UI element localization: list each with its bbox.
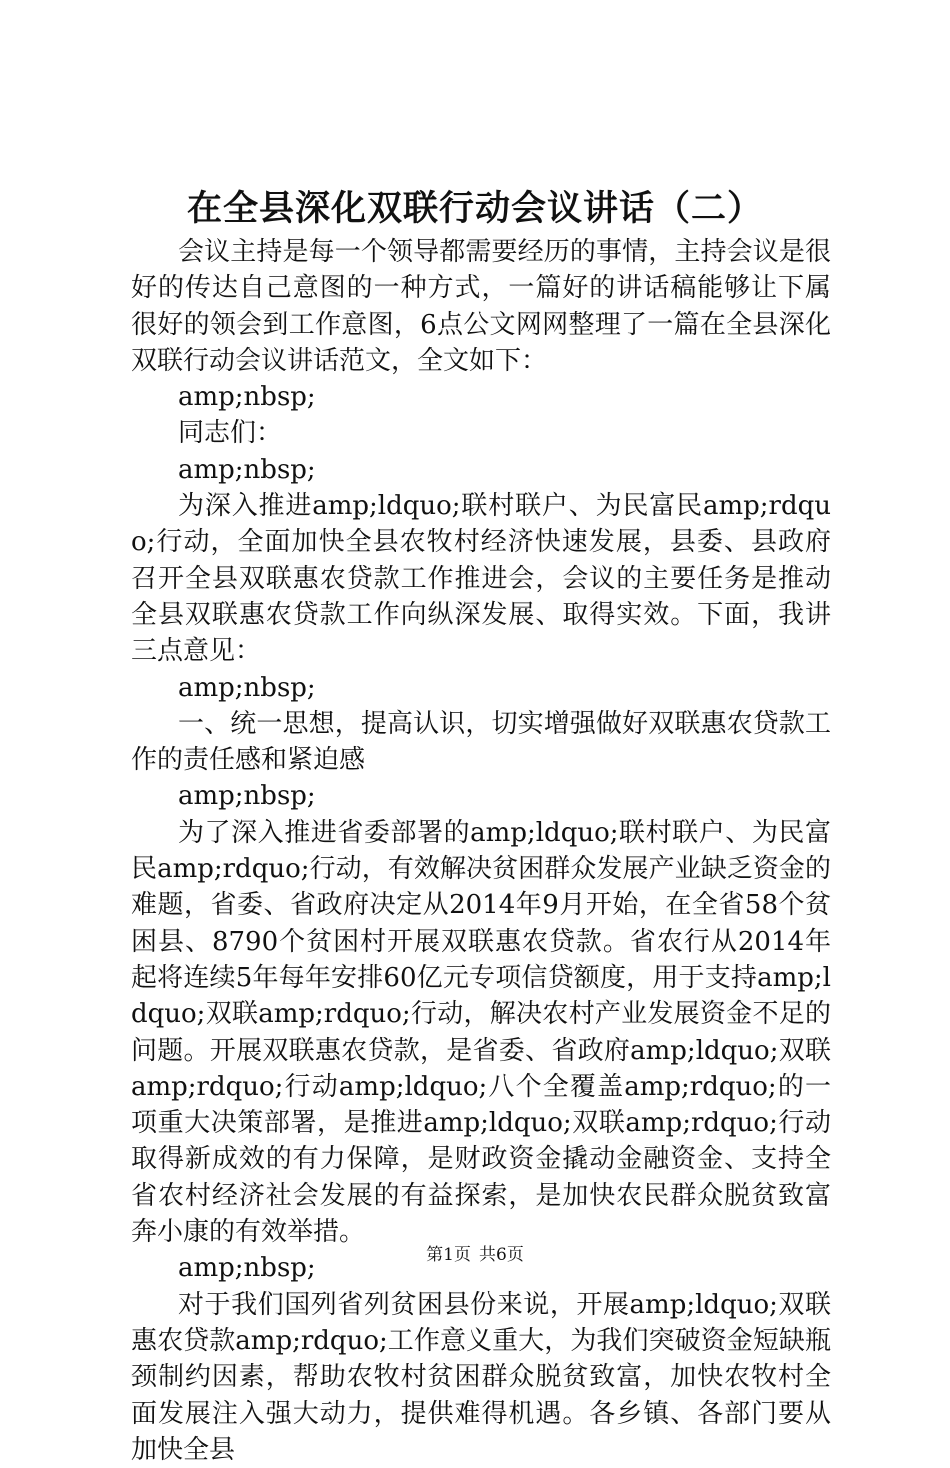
paragraph: amp;nbsp; bbox=[178, 1253, 316, 1284]
paragraph: amp;nbsp; bbox=[178, 781, 316, 812]
page-footer bbox=[0, 1243, 950, 1267]
paragraph: 对于我们国列省列贫困县份来说，开展amp;ldquo;双联惠农贷款amp;rdquo;工作意义重大，为我们突破资金短缺瓶颈制约因素，帮助农牧村贫困群众脱贫致富，加快农牧村全面发展注入强大动力，提供难得机遇。各乡镇、各部门要从加快全县 bbox=[131, 1289, 831, 1465]
paragraph: amp;nbsp; bbox=[178, 382, 316, 413]
paragraph: amp;nbsp; bbox=[178, 672, 316, 703]
document-title: 在全县深化双联行动会议讲话（二） bbox=[186, 188, 763, 229]
page-number: 第1页 bbox=[426, 1245, 471, 1265]
section-heading: 一、统一思想，提高认识，切实增强做好双联惠农贷款工作的责任感和紧迫感 bbox=[131, 708, 831, 776]
paragraph: 会议主持是每一个领导都需要经历的事情，主持会议是很好的传达自己意图的一种方式，一篇好的讲话稿能够让下属很好的领会到工作意图，6点公文网网整理了一篇在全县深化双联行动会议讲话范文，全文如下： bbox=[131, 237, 831, 376]
paragraph: 为了深入推进省委部署的amp;ldquo;联村联户、为民富民amp;rdquo;行动，有效解决贫困群众发展产业缺乏资金的难题，省委、省政府决定从2014年9月开始，在全省58个贫困县、8790个贫困村开展双联惠农贷款。省农行从2014年起将连续5年每年安排60亿元专项信贷额度，用于支持amp;ldquo;双联amp;rdquo;行动，解决农村产业发展资金不足的问题。开展双联惠农贷款，是省委、省政府amp;ldquo;双联amp;rdquo;行动amp;ldquo;八个全覆盖amp;rdquo;的一项重大决策部署，是推进amp;ldquo;双联amp;rdquo;行动取得新成效的有力保障，是财政资金撬动金融资金、支持全省农村经济社会发展的有益探索，是加快农民群众脱贫致富奔小康的有效举措。 bbox=[131, 817, 831, 1248]
document-body bbox=[131, 234, 831, 1468]
paragraph: 为深入推进amp;ldquo;联村联户、为民富民amp;rdquo;行动，全面加快全县农牧村经济快速发展，县委、县政府召开全县双联惠农贷款工作推进会，会议的主要任务是推动全县双联惠农贷款工作向纵深发展、取得实效。下面，我讲三点意见： bbox=[131, 491, 831, 667]
page-total: 共6页 bbox=[479, 1245, 524, 1265]
paragraph: 同志们： bbox=[178, 418, 283, 449]
paragraph: amp;nbsp; bbox=[178, 454, 316, 485]
